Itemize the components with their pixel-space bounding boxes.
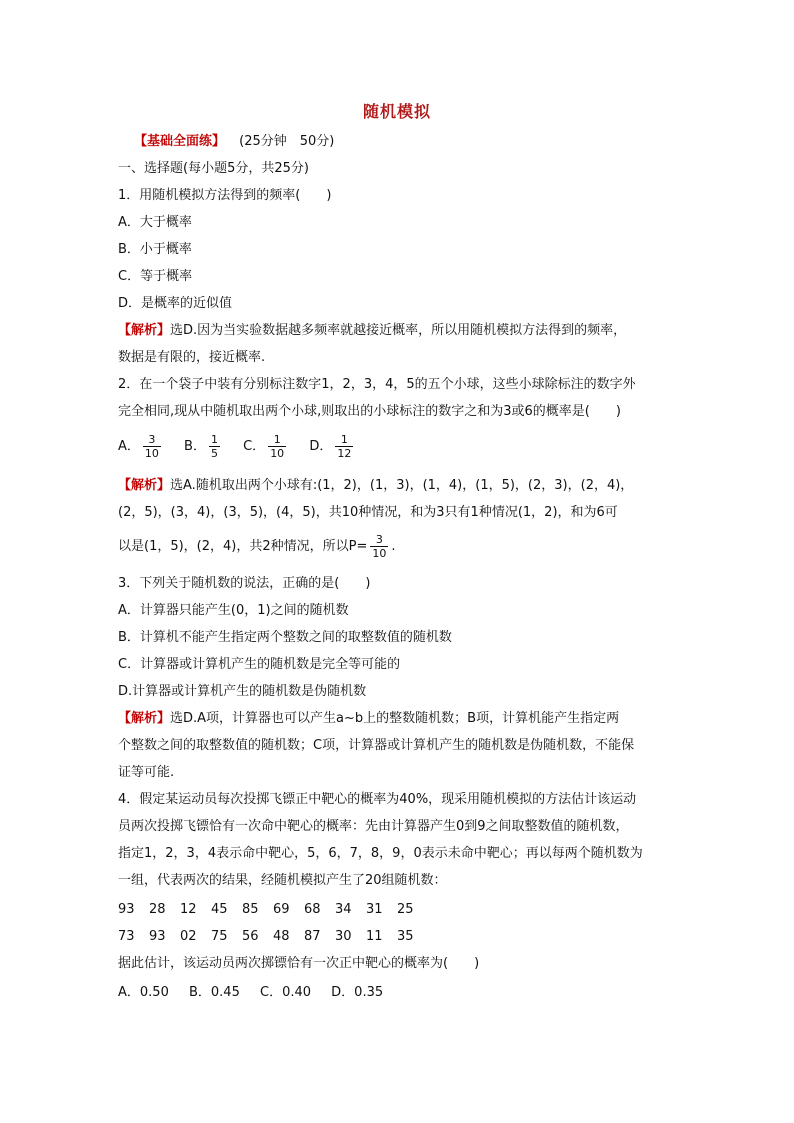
q4-option-d: D．0.35 [331, 985, 384, 1000]
q1-option-a: A．大于概率 [118, 215, 192, 230]
analysis-text: 选A.随机取出两个小球有:(1，2)，(1，3)，(1，4)，(1，5)，(2，3)，(2，4)， [170, 478, 634, 493]
q2-analysis-end: 以是(1，5)，(2，4)，共2种情况，所以P= $\frac{3}{10}$ . [118, 533, 396, 560]
q4-option-a: A．0.50 [118, 985, 169, 1000]
q4-stem-cont-3: 一组，代表两次的结果，经随机模拟产生了20组随机数： [118, 873, 447, 888]
q2-stem-cont: 完全相同,现从中随机取出两个小球,则取出的小球标注的数字之和为3或6的概率是( ) [118, 404, 621, 419]
q3-stem: 3．下列关于随机数的说法，正确的是( ) [118, 576, 371, 591]
q2-analysis [118, 476, 633, 496]
section-meta: (25分钟 50分) [239, 134, 335, 149]
q2-option-a: A． $\frac{3}{10}$ [118, 433, 159, 460]
section-header [134, 132, 334, 152]
random-number: 85 [242, 902, 259, 917]
q1-analysis [118, 321, 626, 341]
q3-analysis-end: 证等可能. [118, 765, 175, 780]
q4-stem-end: 据此估计，该运动员两次掷镖恰有一次正中靶心的概率为( ) [118, 956, 480, 971]
q4-stem-cont-2: 指定1，2，3，4表示命中靶心，5，6，7，8，9，0表示未命中靶心；再以每两个随机数为 [118, 846, 643, 861]
q3-analysis-cont: 个整数之间的取整数值的随机数；C项，计算器或计算机产生的随机数是伪随机数，不能保 [118, 738, 635, 753]
random-number: 12 [180, 902, 197, 917]
random-number: 31 [366, 902, 383, 917]
random-number: 48 [273, 929, 290, 944]
random-number: 68 [304, 902, 321, 917]
analysis-tag: 【解析】 [118, 323, 171, 338]
q2-option-d: D． $\frac{1}{12}$ [309, 433, 352, 460]
q4-options [118, 983, 399, 1003]
q2-option-b: B． $\frac{1}{5}$ [184, 433, 218, 460]
q4-stem-cont-1: 员两次投掷飞镖恰有一次命中靶心的概率：先由计算器产生0到9之间取整数值的随机数， [118, 819, 629, 834]
random-number: 69 [273, 902, 290, 917]
q2-stem: 2．在一个袋子中装有分别标注数字1，2，3，4，5的五个小球，这些小球除标注的数字外 [118, 377, 636, 392]
q2-options [118, 432, 372, 462]
random-number: 28 [149, 902, 166, 917]
q1-analysis-cont: 数据是有限的，接近概率. [118, 350, 266, 365]
random-number: 56 [242, 929, 259, 944]
q2-analysis-cont: (2，5)，(3，4)，(3，5)，(4，5)，共10种情况，和为3只有1种情况(1，2)，和为6可 [118, 505, 618, 520]
q2-option-c: C． $\frac{1}{10}$ [243, 433, 285, 460]
section-tag: 【基础全面练】 [134, 134, 226, 149]
q1-stem: 1．用随机模拟方法得到的频率( ) [118, 188, 332, 203]
q3-option-a: A．计算器只能产生(0，1)之间的随机数 [118, 603, 349, 618]
analysis-tag: 【解析】 [118, 711, 171, 726]
random-number: 34 [335, 902, 352, 917]
q3-option-d: D.计算器或计算机产生的随机数是伪随机数 [118, 684, 367, 699]
random-number: 93 [118, 902, 135, 917]
part-heading: 一、选择题(每小题5分，共25分) [118, 161, 309, 176]
q1-option-b: B．小于概率 [118, 242, 192, 257]
random-number: 25 [397, 902, 414, 917]
random-number: 35 [397, 929, 414, 944]
random-number: 73 [118, 929, 135, 944]
fraction: $\frac{3}{10}$ [372, 533, 387, 560]
random-number: 93 [149, 929, 166, 944]
analysis-tag: 【解析】 [118, 478, 171, 493]
random-number: 02 [180, 929, 197, 944]
random-number: 11 [366, 929, 383, 944]
random-numbers-row-1 [118, 900, 428, 920]
random-number: 30 [335, 929, 352, 944]
random-numbers-row-2 [118, 927, 428, 947]
q3-option-b: B．计算机不能产生指定两个整数之间的取整数值的随机数 [118, 630, 452, 645]
q1-option-d: D．是概率的近似值 [118, 296, 233, 311]
q4-option-b: B．0.45 [188, 985, 240, 1000]
analysis-text: 选D.因为当实验数据越多频率就越接近概率，所以用随机模拟方法得到的频率， [170, 323, 627, 338]
random-number: 87 [304, 929, 321, 944]
q3-analysis [118, 709, 619, 729]
q4-stem: 4．假定某运动员每次投掷飞镖正中靶心的概率为40%，现采用随机模拟的方法估计该运动 [118, 792, 637, 807]
page-title: 随机模拟 [362, 102, 431, 121]
random-number: 45 [211, 902, 228, 917]
q1-option-c: C．等于概率 [118, 269, 193, 284]
analysis-text: 选D.A项，计算器也可以产生a~b上的整数随机数；B项，计算机能产生指定两 [170, 711, 620, 726]
q4-option-c: C．0.40 [260, 985, 312, 1000]
q3-option-c: C．计算器或计算机产生的随机数是完全等可能的 [118, 657, 401, 672]
random-number: 75 [211, 929, 228, 944]
